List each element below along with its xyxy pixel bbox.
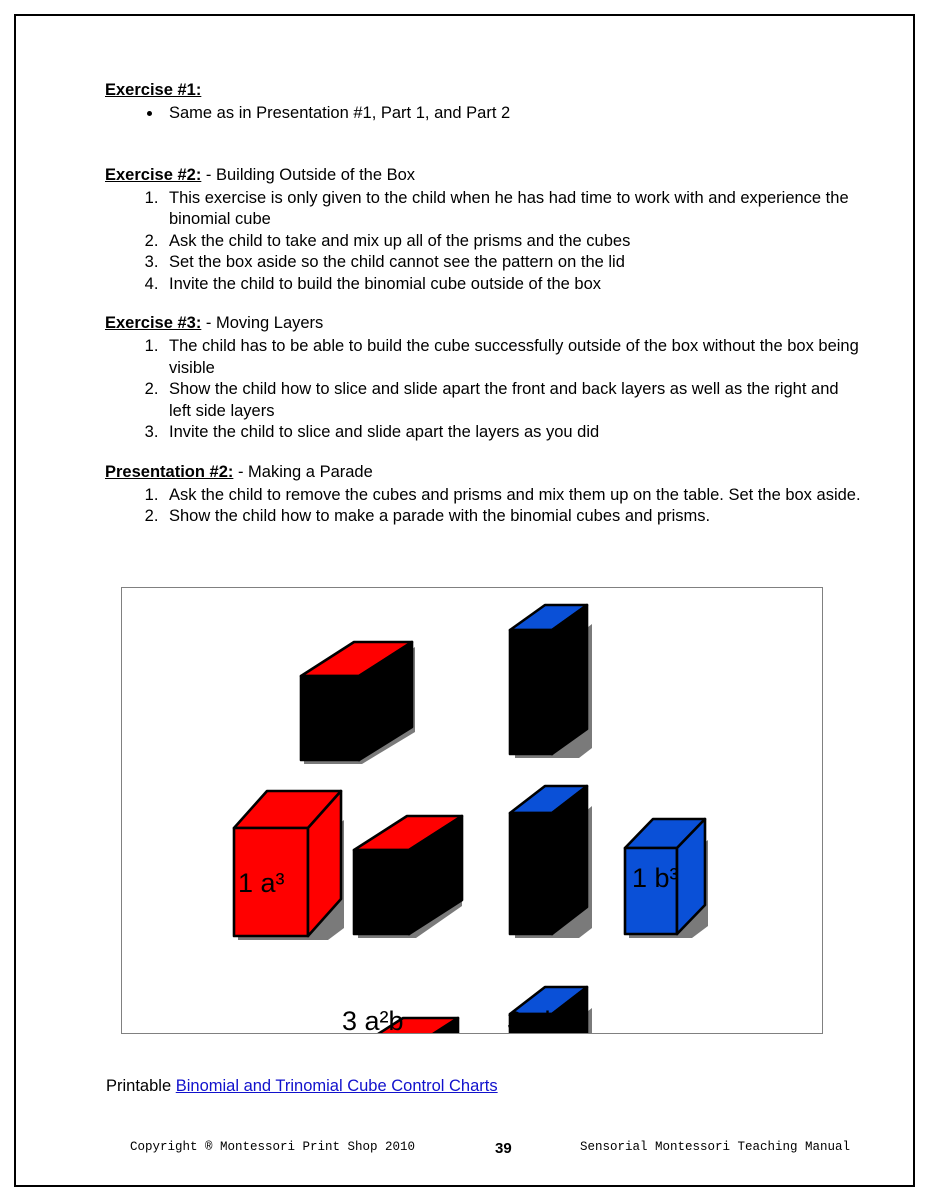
heading-exercise-3-lead: Exercise #3: — [105, 314, 202, 332]
heading-exercise-1 — [105, 80, 865, 101]
list-item: • Same as in Presentation #1, Part 1, and Part 2 — [163, 103, 865, 125]
list-item: 4. Invite the child to build the binomial cube outside of the box — [163, 274, 865, 296]
list-item: 3. Invite the child to slice and slide apart the layers as you did — [163, 422, 865, 444]
heading-exercise-2-tail: - Building Outside of the Box — [201, 165, 416, 184]
block-red-prism-top — [301, 611, 418, 764]
binomial-cube-figure — [121, 587, 823, 1034]
list-item: 1. Ask the child to remove the cubes and prisms and mix them up on the table. Set the box aside. — [163, 485, 865, 507]
heading-exercise-2-lead: Exercise #2: — [105, 165, 202, 184]
spacer — [105, 295, 865, 313]
block-red-prism-middle — [354, 816, 462, 938]
control-charts-link[interactable]: Binomial and Trinomial Cube Control Charts — [175, 1077, 498, 1095]
printable-line — [106, 1077, 498, 1096]
footer-manual-title: Sensorial Montessori Teaching Manual — [580, 1140, 851, 1154]
heading-exercise-3-tail: - Moving Layers — [201, 314, 324, 332]
heading-presentation-2-lead: Presentation #2: — [105, 462, 234, 481]
heading-exercise-1-lead: Exercise #1: — [105, 81, 202, 99]
footer-page-number: 39 — [495, 1140, 512, 1157]
label-a-cubed: 1 a³ — [238, 868, 285, 898]
block-blue-prism-top — [510, 605, 592, 758]
list-item: 2. Ask the child to take and mix up all of the prisms and the cubes — [163, 231, 865, 253]
document-body — [105, 80, 865, 528]
list-item: 1. This exercise is only given to the child when he has had time to work with and experience the binomial cube — [163, 188, 865, 231]
list-exercise-3 — [105, 336, 865, 444]
spacer — [105, 125, 865, 165]
page-footer — [0, 1136, 929, 1166]
label-b-cubed: 1 b³ — [632, 863, 679, 893]
list-item: 3. Set the box aside so the child cannot see the pattern on the lid — [163, 252, 865, 274]
label-3-a2b: 3 a²b — [342, 1006, 404, 1036]
binomial-cube-illustration — [122, 588, 822, 1033]
list-item: 2. Show the child how to slice and slide apart the front and back layers as well as the right and left side layers — [163, 379, 865, 422]
printable-prefix: Printable — [106, 1077, 176, 1095]
heading-presentation-2 — [105, 462, 865, 483]
block-blue-prism-middle — [510, 786, 592, 938]
list-exercise-2 — [105, 188, 865, 296]
list-item: 2. Show the child how to make a parade with the binomial cubes and prisms. — [163, 506, 865, 528]
list-presentation-2 — [105, 485, 865, 528]
label-3-ab2: 3 ab² — [507, 1006, 569, 1036]
heading-exercise-2 — [105, 165, 865, 186]
footer-copyright: Copyright ® Montessori Print Shop 2010 — [130, 1140, 416, 1154]
spacer — [105, 444, 865, 462]
heading-presentation-2-tail: - Making a Parade — [233, 462, 373, 481]
block-red-cube — [234, 791, 344, 940]
list-exercise-1 — [105, 103, 865, 125]
heading-exercise-3 — [105, 313, 865, 334]
list-item: 1. The child has to be able to build the cube successfully outside of the box without the box being visible — [163, 336, 865, 379]
